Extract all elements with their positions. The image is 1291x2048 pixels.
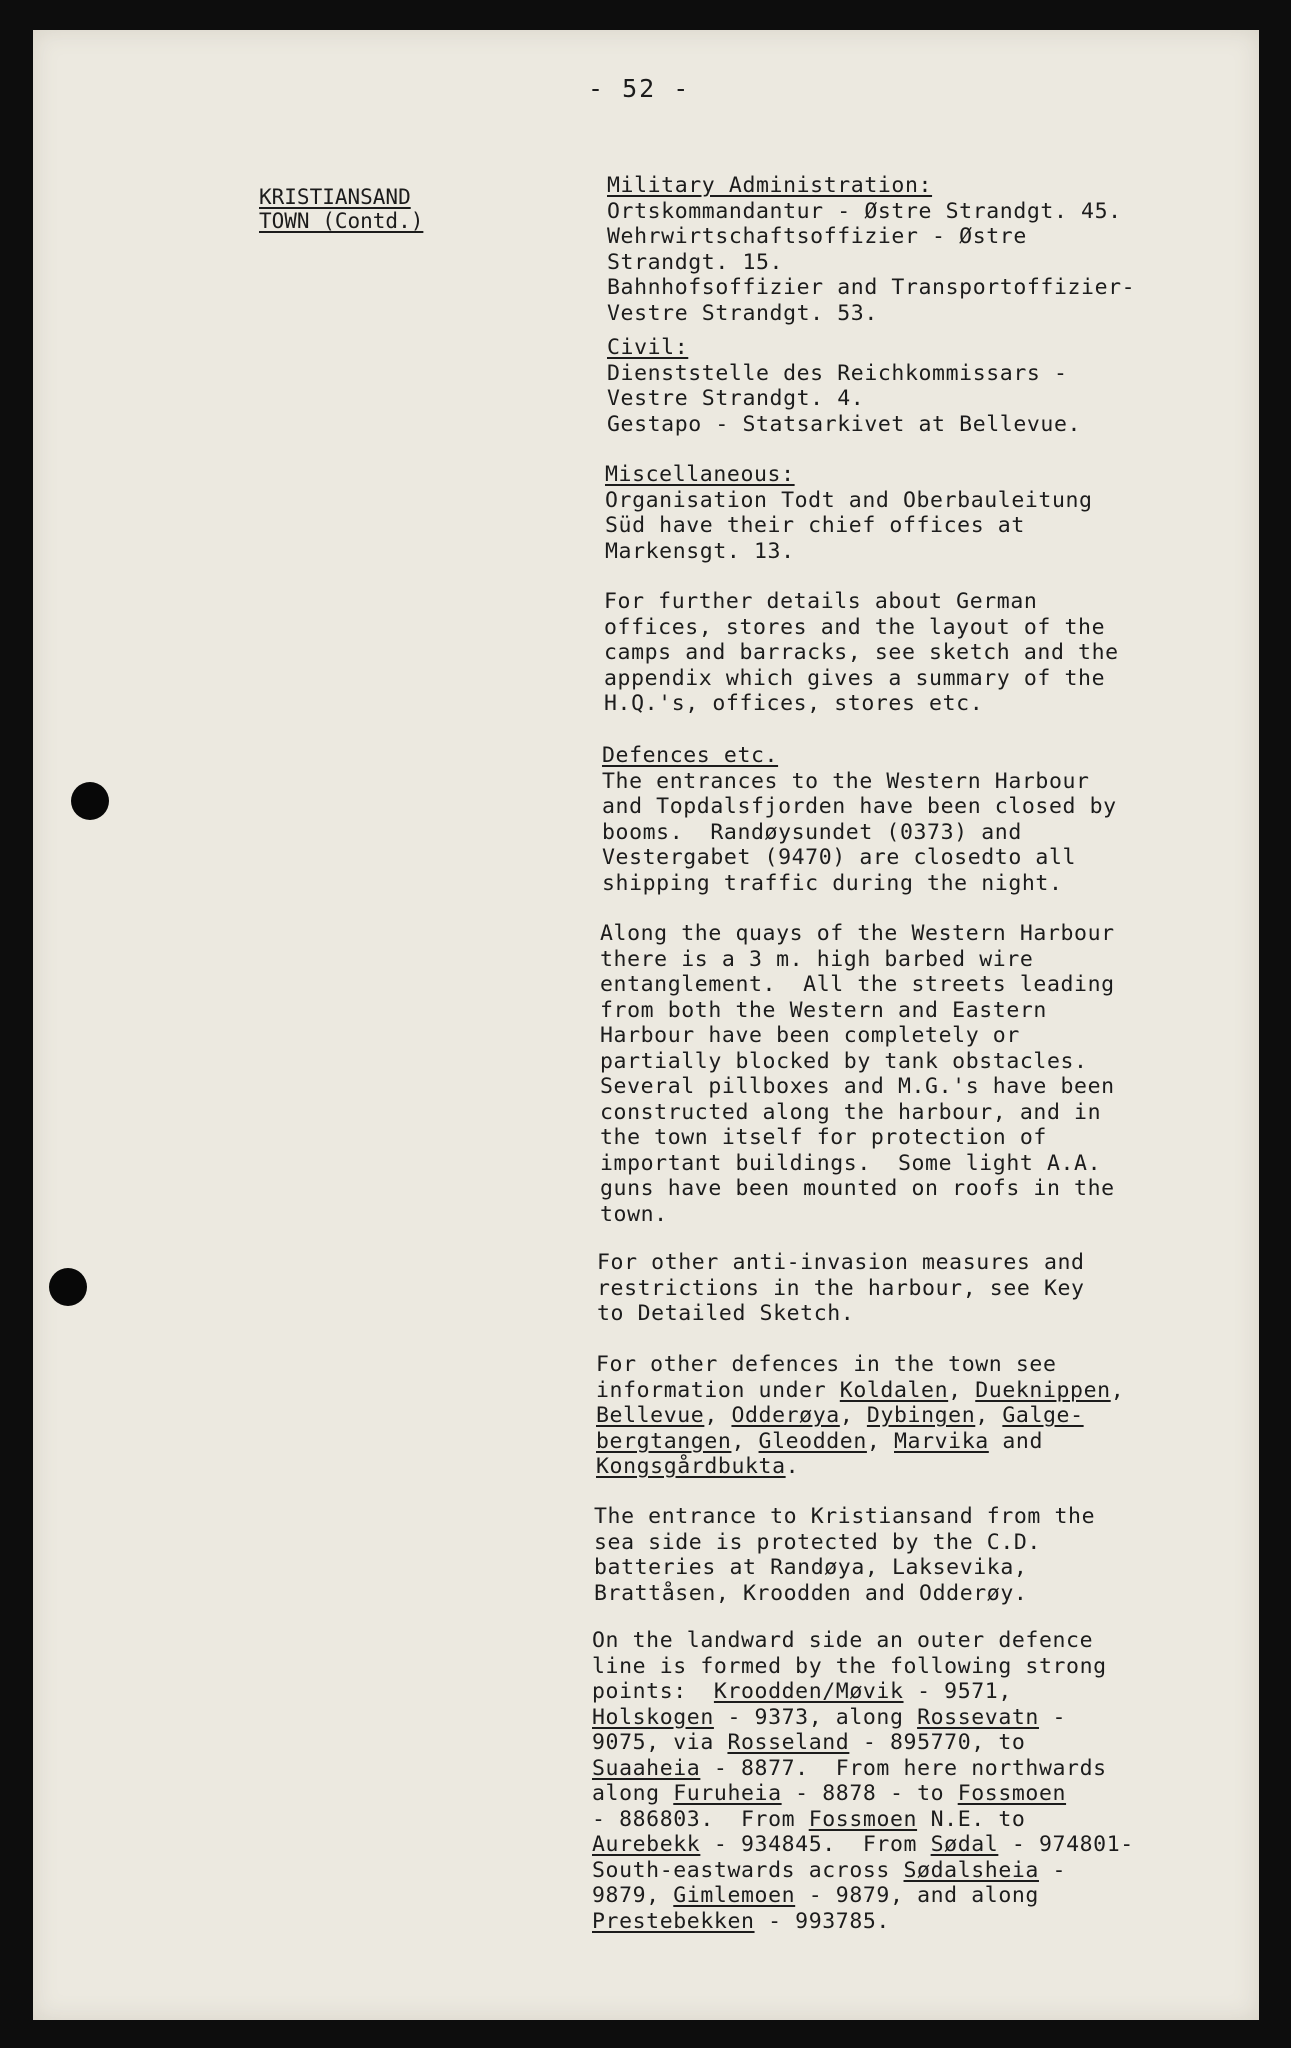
side-heading bbox=[259, 185, 423, 233]
text-segment: the town itself for protection of bbox=[600, 1125, 1047, 1150]
text-line bbox=[602, 769, 1117, 795]
text-segment: and bbox=[988, 1428, 1043, 1454]
paragraph-civil bbox=[607, 335, 1081, 437]
text-segment: constructed along the harbour, and in bbox=[600, 1099, 1102, 1125]
text-line bbox=[596, 1352, 1124, 1378]
text-line bbox=[594, 1530, 1095, 1556]
underlined-text: Dueknippen bbox=[975, 1377, 1111, 1403]
text-line bbox=[592, 1654, 1134, 1680]
text-line bbox=[602, 743, 1117, 769]
underlined-text: Furuheia bbox=[673, 1781, 782, 1806]
text-segment: Vestre Strandgt. 53. bbox=[607, 300, 878, 326]
underlined-text: Defences etc. bbox=[602, 743, 779, 768]
text-segment: restrictions in the harbour, see Key bbox=[597, 1275, 1085, 1301]
text-segment: - 8877. From here northwards bbox=[700, 1755, 1107, 1781]
text-line bbox=[592, 1858, 1134, 1884]
text-segment: Gestapo - Statsarkivet at Bellevue. bbox=[607, 411, 1082, 437]
text-line bbox=[604, 666, 1119, 692]
text-segment: - bbox=[1038, 1857, 1067, 1883]
text-line bbox=[604, 589, 1119, 615]
text-line bbox=[607, 224, 1135, 250]
side-heading-line-2: TOWN (Contd.) bbox=[259, 209, 424, 233]
text-segment: line is formed by the following strong bbox=[592, 1653, 1107, 1679]
text-segment: Several pillboxes and M.G.'s have been bbox=[600, 1074, 1115, 1099]
text-line bbox=[600, 998, 1115, 1024]
underlined-text: Holskogen bbox=[592, 1704, 714, 1730]
text-segment: information under bbox=[596, 1377, 840, 1403]
text-line bbox=[600, 947, 1115, 973]
underlined-text: Fossmoen bbox=[808, 1806, 918, 1832]
text-segment: . bbox=[785, 1454, 800, 1479]
page-number: - 52 - bbox=[588, 74, 691, 103]
text-segment: , bbox=[1110, 1377, 1125, 1403]
underlined-text: Dybingen bbox=[866, 1403, 976, 1428]
text-line bbox=[600, 1125, 1115, 1151]
text-segment: For other anti-invasion measures and bbox=[597, 1250, 1085, 1275]
text-segment: Süd have their chief offices at bbox=[605, 513, 1025, 538]
underlined-text: Sødal bbox=[930, 1832, 999, 1857]
text-line bbox=[607, 361, 1081, 387]
underlined-text: Suaaheia bbox=[592, 1755, 701, 1781]
text-line bbox=[607, 250, 1135, 276]
text-line bbox=[592, 1705, 1134, 1731]
text-line bbox=[602, 871, 1117, 897]
underlined-text: Odderøya bbox=[731, 1403, 840, 1428]
text-line bbox=[594, 1581, 1095, 1607]
underlined-text: Rosseland bbox=[727, 1730, 850, 1755]
text-line bbox=[597, 1250, 1085, 1276]
text-line bbox=[600, 1151, 1115, 1177]
text-line bbox=[592, 1679, 1134, 1705]
text-segment: 9075, via bbox=[592, 1730, 728, 1755]
paragraph-quays bbox=[600, 921, 1115, 1227]
underlined-text: Gimlemoen bbox=[673, 1883, 796, 1908]
underlined-text: Sødalsheia bbox=[903, 1857, 1039, 1883]
text-segment: there is a 3 m. high barbed wire bbox=[600, 946, 1034, 972]
underlined-text: Civil: bbox=[607, 335, 689, 360]
text-line bbox=[602, 845, 1117, 871]
paragraph-other-defences bbox=[596, 1352, 1124, 1480]
text-line bbox=[592, 1730, 1134, 1756]
text-line bbox=[602, 794, 1117, 820]
text-line bbox=[592, 1781, 1134, 1807]
underlined-text: Military Administration: bbox=[607, 173, 933, 198]
underlined-text: Aurebekk bbox=[592, 1832, 701, 1857]
paragraph-entrance bbox=[594, 1504, 1095, 1606]
text-segment: Harbour have been completely or bbox=[600, 1023, 1020, 1048]
paragraph-military bbox=[607, 173, 1135, 326]
text-segment: Wehrwirtschaftsoffizier - Østre bbox=[607, 224, 1027, 249]
text-segment: , bbox=[948, 1377, 976, 1403]
text-segment: - 9879, and along bbox=[795, 1883, 1039, 1908]
text-segment: Along the quays of the Western Harbour bbox=[600, 921, 1115, 946]
text-segment: - 886803. From bbox=[592, 1806, 809, 1832]
text-segment: to Detailed Sketch. bbox=[597, 1301, 855, 1326]
text-segment: Organisation Todt and Oberbauleitung bbox=[605, 487, 1093, 513]
text-line bbox=[592, 1909, 1134, 1935]
text-line bbox=[597, 1301, 1085, 1327]
text-segment: batteries at Randøya, Laksevika, bbox=[594, 1555, 1028, 1580]
paragraph-anti-invasion bbox=[597, 1250, 1085, 1327]
text-segment: - 9373, along bbox=[713, 1704, 918, 1730]
text-segment: , bbox=[866, 1428, 894, 1454]
text-segment: partially blocked by tank obstacles. bbox=[600, 1048, 1088, 1074]
underlined-text: Miscellaneous: bbox=[605, 462, 795, 487]
text-segment: , bbox=[975, 1403, 1003, 1428]
underlined-text: Rossevatn bbox=[917, 1704, 1039, 1730]
text-line bbox=[596, 1429, 1124, 1455]
text-segment: , bbox=[839, 1403, 867, 1428]
text-segment: Dienststelle des Reichkommissars - bbox=[607, 360, 1068, 386]
underlined-text: Marvika bbox=[894, 1428, 989, 1454]
text-segment: South-eastwards across bbox=[592, 1857, 904, 1883]
text-segment: For further details about German bbox=[604, 589, 1038, 614]
text-segment: Brattåsen, Kroodden and Odderøy. bbox=[594, 1580, 1028, 1606]
text-segment: Markensgt. 13. bbox=[605, 538, 795, 564]
text-line bbox=[596, 1454, 1124, 1480]
text-line bbox=[607, 199, 1135, 225]
text-line bbox=[594, 1504, 1095, 1530]
underlined-text: Bellevue bbox=[596, 1403, 705, 1428]
text-line bbox=[607, 386, 1081, 412]
text-segment: guns have been mounted on roofs in the bbox=[600, 1176, 1115, 1201]
text-segment: - 934845. From bbox=[700, 1832, 931, 1857]
side-heading-line-1: KRISTIANSAND bbox=[259, 185, 411, 209]
underlined-text: bergtangen bbox=[596, 1428, 732, 1454]
paragraph-misc bbox=[605, 462, 1093, 564]
text-line bbox=[592, 1628, 1134, 1654]
text-line bbox=[605, 488, 1093, 514]
text-line bbox=[600, 1074, 1115, 1100]
punch-hole-upper bbox=[71, 782, 109, 820]
text-line bbox=[607, 301, 1135, 327]
text-line bbox=[592, 1883, 1134, 1909]
text-segment: entanglement. All the streets leading bbox=[600, 972, 1115, 997]
text-segment: H.Q.'s, offices, stores etc. bbox=[604, 691, 984, 716]
text-segment: , bbox=[704, 1403, 732, 1428]
text-line bbox=[592, 1807, 1134, 1833]
paragraph-landward bbox=[592, 1628, 1134, 1934]
text-line bbox=[594, 1555, 1095, 1581]
text-line bbox=[607, 275, 1135, 301]
text-segment: offices, stores and the layout of the bbox=[604, 614, 1106, 640]
text-segment: from both the Western and Eastern bbox=[600, 997, 1047, 1023]
text-segment: - bbox=[1038, 1704, 1067, 1730]
text-segment: shipping traffic during the night. bbox=[602, 870, 1063, 896]
text-segment: 9879, bbox=[592, 1883, 674, 1908]
punch-hole-lower bbox=[49, 1268, 87, 1306]
paragraph-details bbox=[604, 589, 1119, 717]
underlined-text: Koldalen bbox=[839, 1377, 949, 1403]
text-line bbox=[600, 1100, 1115, 1126]
underlined-text: Galge- bbox=[1002, 1403, 1084, 1428]
text-line bbox=[600, 1176, 1115, 1202]
text-line bbox=[596, 1403, 1124, 1429]
text-segment: On the landward side an outer defence bbox=[592, 1628, 1094, 1653]
text-segment: - 974801- bbox=[998, 1832, 1134, 1857]
paragraph-defences bbox=[602, 743, 1117, 896]
text-segment: and Topdalsfjorden have been closed by bbox=[602, 794, 1117, 819]
text-segment: Strandgt. 15. bbox=[607, 249, 784, 275]
text-segment: The entrance to Kristiansand from the bbox=[594, 1504, 1096, 1529]
text-line bbox=[604, 615, 1119, 641]
text-line bbox=[607, 412, 1081, 438]
text-segment: points: bbox=[592, 1679, 714, 1704]
text-segment: - 895770, to bbox=[849, 1730, 1026, 1755]
text-segment: - 9571, bbox=[903, 1679, 1012, 1704]
underlined-text: Fossmoen bbox=[957, 1781, 1067, 1806]
text-segment: The entrances to the Western Harbour bbox=[602, 768, 1090, 794]
text-segment: appendix which gives a summary of the bbox=[604, 665, 1106, 691]
text-line bbox=[604, 691, 1119, 717]
text-line bbox=[605, 462, 1093, 488]
text-line bbox=[604, 640, 1119, 666]
text-line bbox=[600, 1023, 1115, 1049]
text-line bbox=[600, 1049, 1115, 1075]
text-segment: , bbox=[731, 1428, 759, 1454]
text-line bbox=[596, 1378, 1124, 1404]
text-segment: - 8878 - to bbox=[781, 1781, 958, 1806]
text-segment: Ortskommandantur - Østre Strandgt. 45. bbox=[607, 198, 1122, 224]
text-segment: For other defences in the town see bbox=[596, 1352, 1057, 1377]
text-line bbox=[592, 1832, 1134, 1858]
text-segment: N.E. to bbox=[917, 1806, 1026, 1832]
text-line bbox=[600, 1202, 1115, 1228]
text-line bbox=[592, 1756, 1134, 1782]
text-segment: Vestergabet (9470) are closedto all bbox=[602, 845, 1077, 870]
text-segment: Bahnhofsoffizier and Transportoffizier- bbox=[607, 275, 1136, 300]
text-line bbox=[600, 972, 1115, 998]
underlined-text: Kongsgårdbukta bbox=[596, 1454, 786, 1479]
text-line bbox=[607, 173, 1135, 199]
text-segment: camps and barracks, see sketch and the bbox=[604, 640, 1119, 665]
text-segment: Vestre Strandgt. 4. bbox=[607, 386, 865, 411]
text-line bbox=[605, 539, 1093, 565]
underlined-text: Kroodden/Møvik bbox=[713, 1679, 904, 1704]
document-page bbox=[33, 30, 1259, 2020]
text-line bbox=[597, 1276, 1085, 1302]
text-line bbox=[602, 820, 1117, 846]
underlined-text: Gleodden bbox=[758, 1428, 867, 1454]
text-segment: booms. Randøysundet (0373) and bbox=[602, 819, 1022, 845]
text-segment: - 993785. bbox=[754, 1908, 890, 1934]
text-line bbox=[600, 921, 1115, 947]
text-segment: along bbox=[592, 1781, 674, 1806]
text-line bbox=[605, 513, 1093, 539]
text-segment: town. bbox=[600, 1201, 668, 1227]
text-segment: important buildings. Some light A.A. bbox=[600, 1150, 1102, 1176]
text-line bbox=[607, 335, 1081, 361]
text-segment: sea side is protected by the C.D. bbox=[594, 1529, 1041, 1555]
underlined-text: Prestebekken bbox=[592, 1908, 755, 1934]
